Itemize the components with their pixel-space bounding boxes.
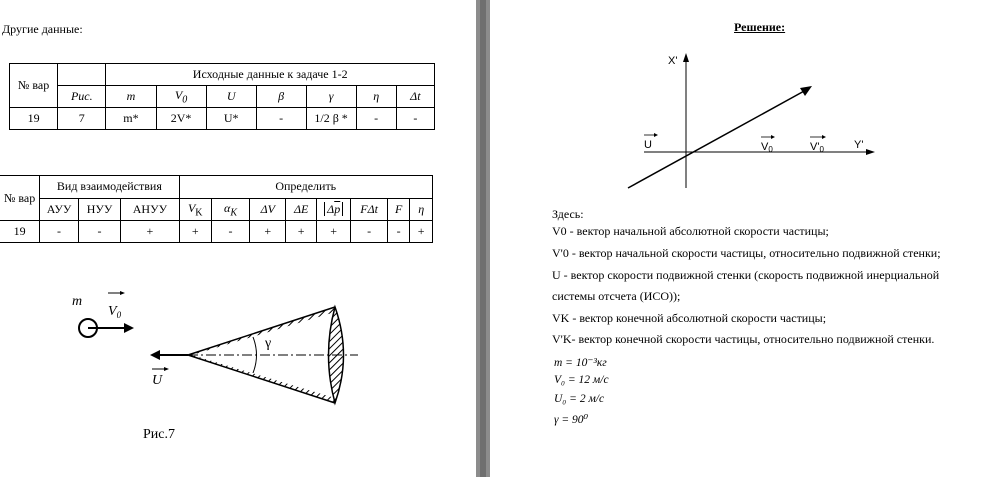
desc-line-4: системы отсчета (ИСО));	[552, 289, 681, 303]
desc-line-2: V'0 - вектор начальной скорости частицы, относительно подвижной стенки;	[552, 246, 941, 260]
table-cell: 1/2 β *	[306, 108, 356, 130]
vec-v0	[761, 135, 775, 154]
table-cell: 19	[10, 108, 58, 130]
v0-label: $V_0$	[108, 304, 122, 320]
group-determine: Определить	[179, 176, 432, 199]
table-cell: +	[250, 221, 286, 243]
vec-v0-label: V0	[761, 141, 773, 154]
col-alpha: $\alpha_K$	[211, 198, 249, 221]
formula-gamma: γ = 90⁰	[554, 414, 589, 426]
table-cell: -	[351, 221, 387, 243]
table-cell: 19	[0, 221, 40, 243]
col-eta: η	[356, 86, 396, 108]
vec-v0prime-label: V'0	[810, 141, 824, 154]
solution-title: Решение:	[734, 20, 786, 34]
vec-u-label: U	[644, 139, 652, 151]
table-row	[10, 108, 435, 130]
table-cell: -	[396, 108, 434, 130]
col-m: m	[106, 86, 156, 108]
col-fig: Рис.	[58, 86, 106, 108]
v0-arrowhead	[124, 323, 134, 333]
table-cell: m*	[106, 108, 156, 130]
var-header: № вар	[10, 64, 58, 108]
col-gamma: γ	[306, 86, 356, 108]
table-cell: +	[286, 221, 317, 243]
other-data-caption: Другие данные:	[2, 22, 83, 36]
col-auu: АУУ	[40, 198, 79, 221]
table-cell: +	[410, 221, 433, 243]
table-cell: -	[211, 221, 249, 243]
table-cell: -	[256, 108, 306, 130]
table-cell: +	[121, 221, 179, 243]
desc-line-3: U - вектор скорости подвижной стенки (скорость подвижной инерциальной	[552, 268, 940, 282]
velocity-diagram	[610, 48, 890, 198]
col-u: U	[206, 86, 256, 108]
col-nuu: НУУ	[78, 198, 120, 221]
initial-data-table	[9, 63, 435, 130]
group-interaction: Вид взаимодействия	[40, 176, 179, 199]
table-cell: -	[387, 221, 410, 243]
right-page	[490, 0, 1000, 477]
y-axis-label: Y'	[854, 139, 864, 151]
group-header: Исходные данные к задаче 1-2	[106, 64, 435, 86]
var-header: № вар	[0, 176, 40, 221]
col-de: ΔE	[286, 198, 317, 221]
vec-u	[644, 133, 658, 151]
table-cell: 7	[58, 108, 106, 130]
col-f: F	[387, 198, 410, 221]
col-beta: β	[256, 86, 306, 108]
page-gutter	[476, 0, 490, 477]
col-v0: $V_0$	[156, 86, 206, 108]
vec-v0prime	[810, 135, 826, 154]
formula-u0: U₀ = 2 м/с	[554, 393, 605, 405]
col-fdt: FΔt	[351, 198, 387, 221]
left-page	[0, 0, 476, 477]
u-arrowhead	[150, 350, 160, 360]
desc-line-6: V'K- вектор конечной скорости частицы, относительно подвижной стенки.	[552, 332, 935, 346]
col-eta: η	[410, 198, 433, 221]
col-anuu: АНУУ	[121, 198, 179, 221]
figure-caption: Рис.7	[143, 427, 175, 442]
table-cell: -	[78, 221, 120, 243]
col-dv: ΔV	[250, 198, 286, 221]
x-axis-label: X'	[668, 55, 678, 67]
desc-line-5: VK - вектор конечной абсолютной скорости частицы;	[552, 311, 827, 325]
table-row	[0, 221, 433, 243]
table-cell: +	[316, 221, 351, 243]
gamma-label: γ	[265, 336, 272, 351]
col-vk: $V_K$	[179, 198, 211, 221]
cone-base	[329, 307, 344, 403]
table-cell: +	[179, 221, 211, 243]
formula-mass: m = 10⁻³кг	[554, 357, 607, 369]
table-cell: 2V*	[156, 108, 206, 130]
table-cell: -	[40, 221, 79, 243]
here-label: Здесь:	[552, 207, 584, 221]
interaction-table	[0, 175, 433, 243]
table-cell: -	[356, 108, 396, 130]
wall-line	[628, 90, 806, 188]
col-dp: $\Delta\overline{p}$	[316, 198, 351, 221]
figure-7	[60, 285, 380, 455]
table-cell: U*	[206, 108, 256, 130]
u-label: U	[152, 373, 163, 388]
desc-line-1: V0 - вектор начальной абсолютной скорости частицы;	[552, 224, 829, 238]
col-dt: Δt	[396, 86, 434, 108]
formula-v0: V₀ = 12 м/с	[554, 374, 609, 386]
m-label: m	[72, 294, 83, 309]
